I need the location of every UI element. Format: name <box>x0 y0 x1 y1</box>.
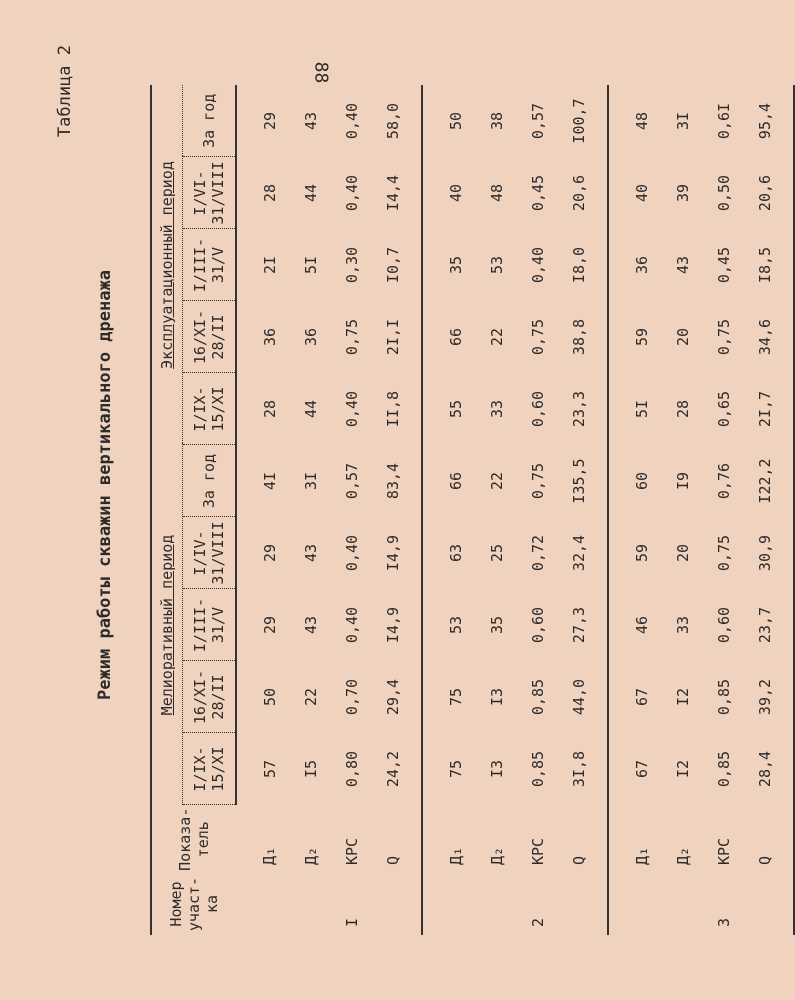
value-cell: 32,4 <box>558 517 608 589</box>
value-cell: 43 <box>673 255 692 275</box>
value-cell: 2I,I <box>372 301 422 373</box>
indicator-cell: Q <box>372 805 422 873</box>
indicator-cell: Д₂ <box>301 846 320 865</box>
value-cell: 0,60 <box>528 606 547 644</box>
header-number: Номер участ- ка <box>151 873 236 935</box>
value-cell: 63 <box>446 543 465 563</box>
rotated-content <box>55 35 774 935</box>
well-number: 3 <box>714 917 733 927</box>
table-label: Таблица 2 <box>55 45 75 138</box>
value-cell: 44,0 <box>558 661 608 733</box>
value-cell: 29 <box>260 615 279 635</box>
header-period: За год <box>183 85 237 157</box>
header-indicator: Показа- тель <box>151 805 236 873</box>
table-row <box>290 85 331 935</box>
value-cell: 29,4 <box>372 661 422 733</box>
well-number <box>558 873 608 935</box>
header-group-reclamation: Мелиоративный период <box>151 445 183 805</box>
value-cell: 0,57 <box>528 102 547 140</box>
table-row <box>236 85 290 935</box>
value-cell: 75 <box>446 687 465 707</box>
value-cell: I8,5 <box>744 229 794 301</box>
value-cell: 57 <box>260 759 279 779</box>
value-cell: 30,9 <box>744 517 794 589</box>
header-period: I/VI- 31/VIII <box>183 157 237 229</box>
indicator-cell: Q <box>558 805 608 873</box>
value-cell: 5I <box>301 255 320 275</box>
value-cell: I35,5 <box>558 445 608 517</box>
value-cell: 36 <box>301 327 320 347</box>
value-cell: 67 <box>632 687 651 707</box>
value-cell: 2I,7 <box>744 373 794 445</box>
value-cell: 39 <box>673 183 692 203</box>
value-cell: 53 <box>487 255 506 275</box>
header-period: 16/XI- 28/II <box>183 301 237 373</box>
value-cell: 20,6 <box>558 157 608 229</box>
header-period: I/III- 31/V <box>183 589 237 661</box>
table-row <box>476 85 517 935</box>
value-cell: 0,57 <box>342 462 361 500</box>
value-cell: 58,0 <box>372 85 422 157</box>
value-cell: 3I <box>301 471 320 491</box>
value-cell: 0,6I <box>714 102 733 140</box>
value-cell: 43 <box>301 615 320 635</box>
value-cell: II,8 <box>372 373 422 445</box>
value-cell: 24,2 <box>372 733 422 805</box>
value-cell: 25 <box>487 543 506 563</box>
table-row <box>517 85 558 935</box>
header-group-operation: Эксплуатационный период <box>151 85 183 445</box>
value-cell: 23,3 <box>558 373 608 445</box>
value-cell: 22 <box>487 327 506 347</box>
header-period: I/IX- 15/XI <box>183 733 237 805</box>
value-cell: I00,7 <box>558 85 608 157</box>
value-cell: 33 <box>673 615 692 635</box>
value-cell: 36 <box>632 255 651 275</box>
table-caption: Режим работы скважин вертикального дренажа <box>95 270 115 700</box>
page-number: 88 <box>310 61 332 84</box>
value-cell: I2 <box>673 687 692 707</box>
value-cell: 50 <box>260 687 279 707</box>
value-cell: 43 <box>301 111 320 131</box>
value-cell: 66 <box>446 327 465 347</box>
value-cell: 0,40 <box>528 246 547 284</box>
well-number <box>608 873 662 935</box>
value-cell: 0,70 <box>342 678 361 716</box>
value-cell: 0,72 <box>528 534 547 572</box>
value-cell: I2 <box>673 759 692 779</box>
value-cell: 0,30 <box>342 246 361 284</box>
value-cell: 34,6 <box>744 301 794 373</box>
value-cell: I8,0 <box>558 229 608 301</box>
indicator-cell: Д₁ <box>446 846 465 865</box>
header-period: I/IV- 31/VIII <box>183 517 237 589</box>
value-cell: 20 <box>673 543 692 563</box>
value-cell: 2I <box>260 255 279 275</box>
value-cell: 0,40 <box>342 390 361 428</box>
value-cell: 0,40 <box>342 174 361 212</box>
value-cell: 35 <box>487 615 506 635</box>
value-cell: I4,4 <box>372 157 422 229</box>
value-cell: 3I,8 <box>558 733 608 805</box>
value-cell: 66 <box>446 471 465 491</box>
value-cell: I9 <box>673 471 692 491</box>
value-cell: 0,45 <box>714 246 733 284</box>
indicator-cell: Q <box>744 805 794 873</box>
value-cell: 5I <box>632 399 651 419</box>
well-number <box>662 873 703 935</box>
value-cell: 0,75 <box>342 318 361 356</box>
value-cell: 0,75 <box>714 318 733 356</box>
drainage-table <box>150 85 795 935</box>
table-row <box>372 85 422 935</box>
value-cell: 59 <box>632 327 651 347</box>
well-number <box>422 873 476 935</box>
well-number <box>290 873 331 935</box>
value-cell: 36 <box>260 327 279 347</box>
value-cell: 20 <box>673 327 692 347</box>
value-cell: 0,60 <box>528 390 547 428</box>
value-cell: 43 <box>301 543 320 563</box>
value-cell: 60 <box>632 471 651 491</box>
value-cell: 0,50 <box>714 174 733 212</box>
value-cell: 44 <box>301 183 320 203</box>
value-cell: 0,85 <box>714 678 733 716</box>
indicator-cell: Д₂ <box>673 846 692 865</box>
section-1 <box>236 85 422 935</box>
value-cell: 29 <box>260 543 279 563</box>
value-cell: 27,3 <box>558 589 608 661</box>
value-cell: 35 <box>446 255 465 275</box>
value-cell: I4,9 <box>372 589 422 661</box>
value-cell: I3 <box>487 759 506 779</box>
table-row <box>558 85 608 935</box>
header-period: I/III- 31/V <box>183 229 237 301</box>
value-cell: 0,75 <box>528 318 547 356</box>
well-number <box>476 873 517 935</box>
value-cell: 4I <box>260 471 279 491</box>
value-cell: 0,65 <box>714 390 733 428</box>
value-cell: I5 <box>301 759 320 779</box>
value-cell: 22 <box>301 687 320 707</box>
value-cell: 22 <box>487 471 506 491</box>
value-cell: 67 <box>632 759 651 779</box>
table-row <box>608 85 662 935</box>
value-cell: I4,9 <box>372 517 422 589</box>
value-cell: 0,40 <box>342 606 361 644</box>
value-cell: 48 <box>632 111 651 131</box>
value-cell: 0,85 <box>528 678 547 716</box>
table-row <box>662 85 703 935</box>
table-row <box>703 85 744 935</box>
value-cell: 0,85 <box>714 750 733 788</box>
value-cell: 38,8 <box>558 301 608 373</box>
indicator-cell: КРС <box>528 837 547 865</box>
value-cell: 29 <box>260 111 279 131</box>
well-number <box>744 873 794 935</box>
value-cell: 0,76 <box>714 462 733 500</box>
section-2 <box>422 85 608 935</box>
value-cell: 53 <box>446 615 465 635</box>
value-cell: 0,80 <box>342 750 361 788</box>
indicator-cell: КРС <box>714 837 733 865</box>
value-cell: 33 <box>487 399 506 419</box>
value-cell: I3 <box>487 687 506 707</box>
table-row <box>422 85 476 935</box>
indicator-cell: Д₁ <box>260 846 278 865</box>
indicator-cell: Д₁ <box>632 846 651 865</box>
well-number <box>372 873 422 935</box>
value-cell: 38 <box>487 111 506 131</box>
value-cell: 40 <box>632 183 651 203</box>
value-cell: 83,4 <box>372 445 422 517</box>
well-number <box>236 873 290 935</box>
value-cell: I22,2 <box>744 445 794 517</box>
value-cell: 44 <box>301 399 320 419</box>
value-cell: 95,4 <box>744 85 794 157</box>
value-cell: 0,85 <box>528 750 547 788</box>
value-cell: 48 <box>487 183 506 203</box>
value-cell: 75 <box>446 759 465 779</box>
value-cell: 0,40 <box>342 534 361 572</box>
table-row <box>331 85 372 935</box>
header-period: За год <box>183 445 237 517</box>
value-cell: 46 <box>632 615 651 635</box>
value-cell: 3I <box>673 111 692 131</box>
value-cell: 28 <box>260 399 279 419</box>
well-number: 2 <box>528 917 547 927</box>
table-row <box>744 85 794 935</box>
value-cell: 39,2 <box>744 661 794 733</box>
value-cell: I0,7 <box>372 229 422 301</box>
section-3 <box>608 85 794 935</box>
indicator-cell: Д₂ <box>487 846 506 865</box>
header-period: 16/XI- 28/II <box>183 661 237 733</box>
well-number: I <box>342 917 361 927</box>
value-cell: 0,45 <box>528 174 547 212</box>
value-cell: 28,4 <box>744 733 794 805</box>
value-cell: 59 <box>632 543 651 563</box>
value-cell: 0,75 <box>528 462 547 500</box>
value-cell: 28 <box>673 399 692 419</box>
value-cell: 20,6 <box>744 157 794 229</box>
indicator-cell: КРС <box>342 837 361 865</box>
header-period: I/IX- 15/XI <box>183 373 237 445</box>
value-cell: 23,7 <box>744 589 794 661</box>
value-cell: 0,75 <box>714 534 733 572</box>
value-cell: 0,60 <box>714 606 733 644</box>
value-cell: 50 <box>446 111 465 131</box>
value-cell: 55 <box>446 399 465 419</box>
value-cell: 40 <box>446 183 465 203</box>
value-cell: 28 <box>260 183 279 203</box>
value-cell: 0,40 <box>342 102 361 140</box>
